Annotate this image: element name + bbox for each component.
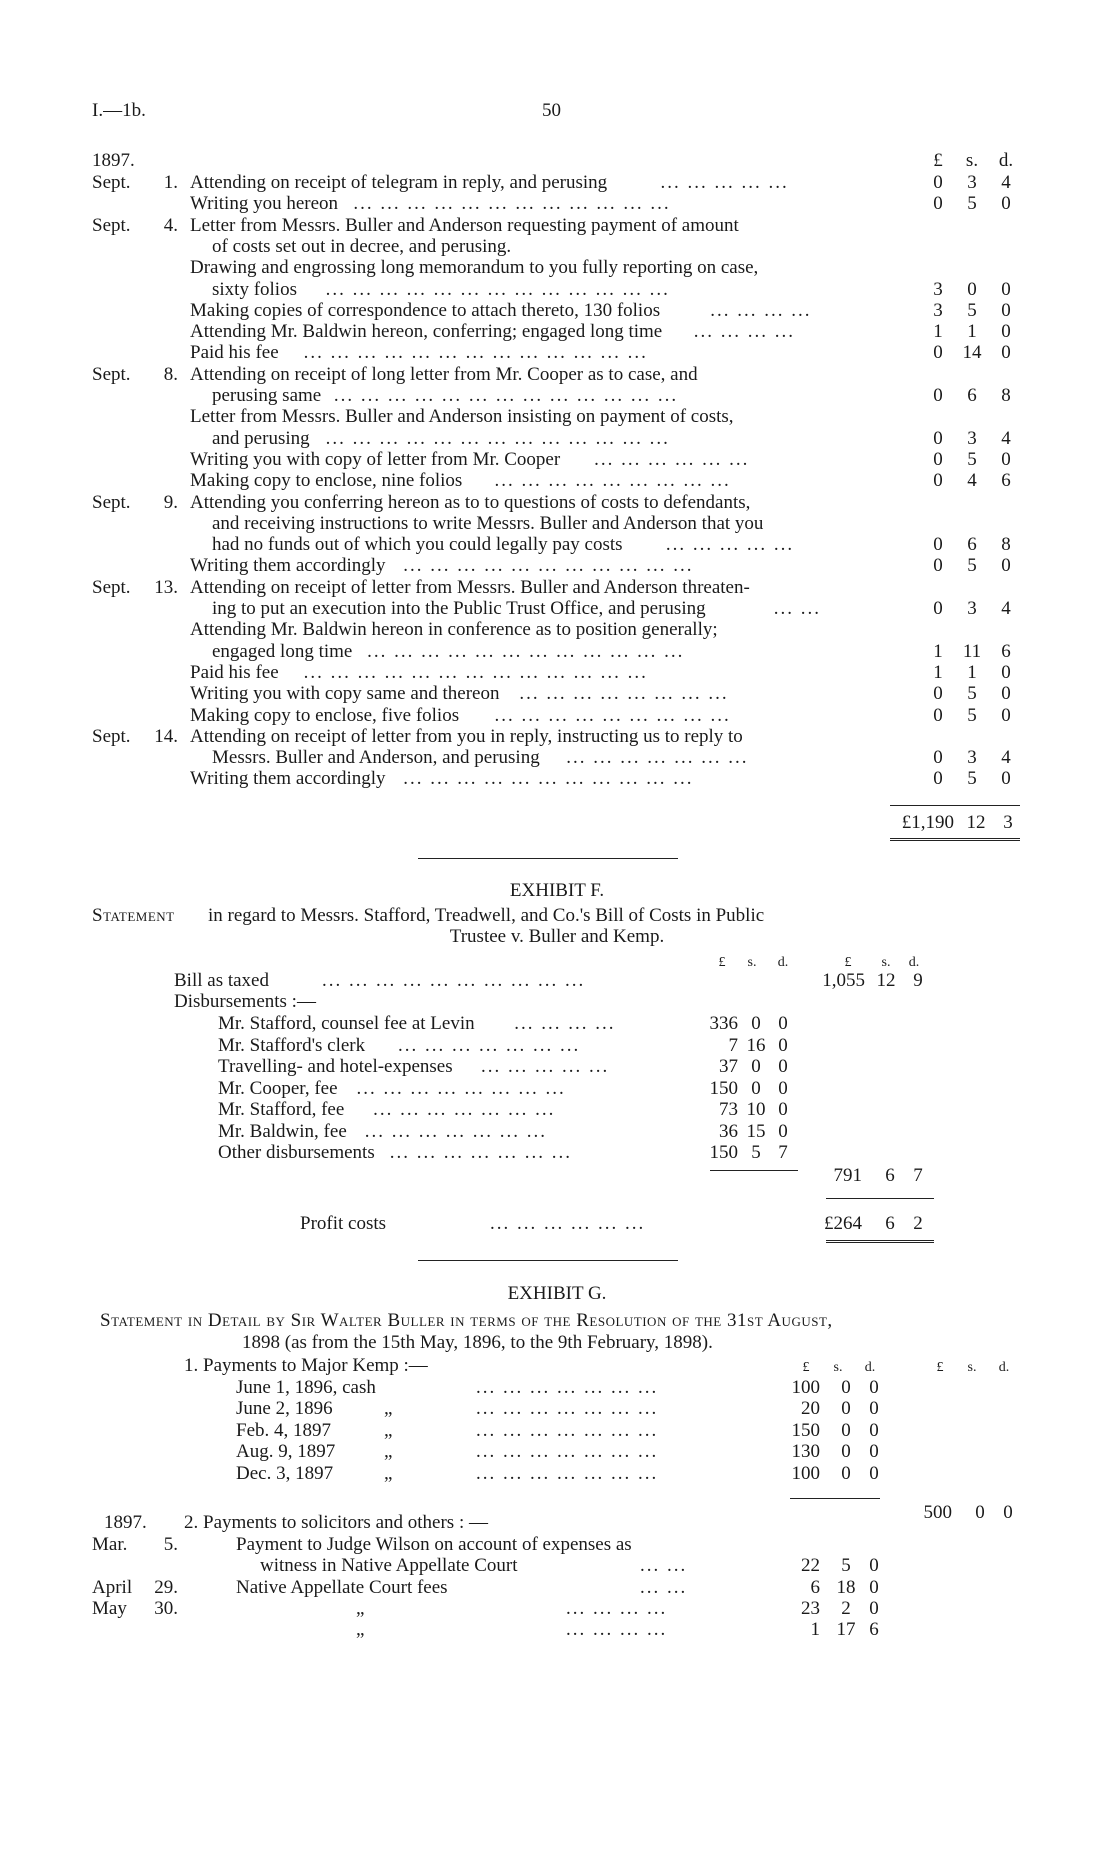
entry-amount: 4 xyxy=(967,470,977,492)
disbursement-pence: 0 xyxy=(778,1034,788,1056)
entry-amount: 0 xyxy=(933,683,943,705)
kemp-shillings: 0 xyxy=(841,1377,851,1398)
bill-taxed-pence: 9 xyxy=(913,970,923,991)
entry-amount: 1 xyxy=(933,321,943,343)
entry-text: Attending on receipt of letter from Messrs. Buller and Anderson threaten- xyxy=(190,576,750,598)
leader-dots: ... ... ... ... ... ... ... ... xyxy=(519,683,729,705)
leader-dots: ... ... ... ... ... ... ... ... ... ... xyxy=(322,970,586,991)
payment-day: 30. xyxy=(154,1597,178,1619)
payment-day: 5. xyxy=(163,1534,178,1555)
exhibit-f-col-header: d. xyxy=(777,955,789,970)
entry-amount: 0 xyxy=(1001,661,1011,683)
entry-date: Sept. xyxy=(92,576,131,598)
disbursement-pounds: 73 xyxy=(719,1099,738,1120)
entry-text: Attending on receipt of telegram in reply, and perusing xyxy=(190,172,608,193)
entry-amount: 5 xyxy=(967,555,977,577)
leader-dots: ... ... ... ... ... ... ... xyxy=(373,1099,556,1120)
ditto-mark: „ xyxy=(384,1462,393,1484)
profit-costs-label: Profit costs xyxy=(300,1213,387,1234)
bill-taxed-label: Bill as taxed xyxy=(174,970,269,991)
leader-dots: ... ... ... ... ... ... ... ... ... ... ... ... ... xyxy=(325,427,670,449)
entry-text: Drawing and engrossing long memorandum to you fully reporting on case, xyxy=(190,257,759,279)
entry-text: Attending Mr. Baldwin hereon, conferring; engaged long time xyxy=(190,321,663,343)
entry-amount: 3 xyxy=(967,172,977,193)
bill-total-shillings: 12 xyxy=(966,812,986,833)
bill-year: 1897. xyxy=(92,150,135,171)
entry-amount: 3 xyxy=(933,299,943,321)
entry-amount: 0 xyxy=(1001,342,1011,364)
payment-pounds: 23 xyxy=(801,1597,820,1619)
kemp-shillings: 0 xyxy=(841,1441,851,1463)
entry-text: of costs set out in decree, and perusing. xyxy=(212,235,512,257)
disbursement-pence: 0 xyxy=(778,1056,788,1077)
disbursement-label: Mr. Stafford, fee xyxy=(218,1099,345,1120)
kemp-total-pence: 0 xyxy=(1003,1502,1013,1523)
entry-amount: 0 xyxy=(933,448,943,470)
entry-text: and receiving instructions to write Messrs. Buller and Anderson that you xyxy=(212,512,764,534)
disbursement-sum-rule xyxy=(710,1170,798,1171)
entry-amount: 14 xyxy=(962,342,982,364)
kemp-pounds: 20 xyxy=(801,1398,820,1420)
entry-amount: 0 xyxy=(1001,299,1011,321)
col-pounds-header: £ xyxy=(933,150,943,171)
leader-dots: ... ... ... ... ... ... ... ... ... ... ... xyxy=(403,768,694,790)
leader-dots: ... ... xyxy=(640,1576,688,1598)
exhibit-f-col-header: d. xyxy=(908,955,920,970)
leader-dots: ... ... xyxy=(640,1555,688,1577)
payment-shillings: 2 xyxy=(841,1597,851,1619)
profit-pounds: £264 xyxy=(824,1213,862,1234)
entry-text: Making copies of correspondence to attach thereto, 130 folios xyxy=(190,299,661,321)
entry-amount: 5 xyxy=(967,683,977,705)
entry-amount: 6 xyxy=(1001,470,1011,492)
entry-text: engaged long time xyxy=(212,640,353,662)
section2-label: 2. Payments to solicitors and others : — xyxy=(184,1512,488,1533)
entry-amount: 4 xyxy=(1001,172,1011,193)
payment-pence: 0 xyxy=(869,1576,879,1598)
entry-amount: 5 xyxy=(967,704,977,726)
exhibit-g-col-header: £ xyxy=(936,1360,944,1375)
entry-text: Writing them accordingly xyxy=(190,768,386,790)
kemp-pounds: 100 xyxy=(791,1462,820,1484)
entry-amount: 3 xyxy=(967,598,977,619)
entry-amount: 0 xyxy=(1001,555,1011,577)
entry-text: sixty folios xyxy=(212,278,297,300)
entry-amount: 5 xyxy=(967,448,977,470)
leader-dots: ... ... ... ... ... ... ... xyxy=(364,1120,548,1142)
leader-dots: ... ... ... ... xyxy=(710,299,812,321)
leader-dots: ... ... ... ... ... ... ... ... xyxy=(356,1077,566,1099)
kemp-pence: 0 xyxy=(869,1419,879,1441)
exhibit-f-title: EXHIBIT F. xyxy=(509,880,605,901)
entry-amount: 0 xyxy=(1001,704,1011,726)
entry-text: Writing you with copy same and thereon xyxy=(190,683,500,705)
ditto-mark: „ xyxy=(384,1419,393,1441)
disbursement-shillings: 0 xyxy=(751,1013,761,1034)
page-number: 50 xyxy=(542,100,561,121)
kemp-payment-date: June 2, 1896 xyxy=(236,1398,333,1420)
entry-amount: 0 xyxy=(1001,448,1011,470)
exhibit-f-col-header: £ xyxy=(844,955,852,970)
col-shillings-header: s. xyxy=(965,150,979,171)
disbursement-pence: 7 xyxy=(778,1142,788,1163)
disbursement-label: Travelling- and hotel-expenses xyxy=(218,1056,453,1077)
exhibit-f-col-header: s. xyxy=(747,955,757,970)
disbursement-shillings: 0 xyxy=(751,1056,761,1077)
disbursement-shillings: 0 xyxy=(751,1077,761,1099)
payment-pence: 6 xyxy=(869,1619,879,1641)
leader-dots: ... ... ... ... ... ... ... ... ... ... ... ... ... xyxy=(303,661,648,683)
entry-text: Attending on receipt of letter from you in reply, instructing us to reply to xyxy=(190,725,743,747)
entry-amount: 0 xyxy=(1001,683,1011,705)
entry-amount: 6 xyxy=(967,534,977,556)
section-divider xyxy=(418,858,678,859)
exhibit-f-heading-line1: in regard to Messrs. Stafford, Treadwell, and Co.'s Bill of Costs in Public xyxy=(208,905,765,926)
entry-amount: 5 xyxy=(967,299,977,321)
profit-rule xyxy=(826,1198,934,1199)
leader-dots: ... ... ... ... ... ... ... ... ... ... ... ... ... xyxy=(325,278,670,300)
bill-total-pounds: £1,190 xyxy=(901,812,954,833)
leader-dots: ... ... ... ... ... ... ... xyxy=(476,1398,659,1420)
entry-amount: 0 xyxy=(1001,768,1011,790)
page-ref: I.—1b. xyxy=(92,100,146,121)
entry-amount: 6 xyxy=(967,385,977,406)
leader-dots: ... ... ... ... xyxy=(514,1013,616,1034)
disbursement-shillings: 5 xyxy=(751,1142,761,1163)
disbursement-pounds: 150 xyxy=(709,1077,738,1099)
entry-amount: 0 xyxy=(1001,278,1011,300)
disbursement-label: Mr. Baldwin, fee xyxy=(218,1120,347,1142)
section-divider xyxy=(418,1260,678,1261)
entry-amount: 4 xyxy=(1001,598,1011,619)
entry-text: Writing you with copy of letter from Mr. Cooper xyxy=(190,448,561,470)
entry-amount: 0 xyxy=(933,385,943,406)
entry-amount: 0 xyxy=(933,342,943,364)
bill-total-pence: 3 xyxy=(1003,812,1013,833)
entry-amount: 0 xyxy=(933,704,943,726)
bill-taxed-shillings: 12 xyxy=(876,970,896,991)
exhibit-g-col-header: d. xyxy=(864,1360,876,1375)
payment-pence: 0 xyxy=(869,1555,879,1577)
exhibit-f-heading-line2: Trustee v. Buller and Kemp. xyxy=(449,926,665,947)
exhibit-g-heading-line1: Statement in Detail by Sir Walter Buller in terms of the Resolution of the 31st August, xyxy=(100,1310,833,1331)
exhibit-g-title: EXHIBIT G. xyxy=(507,1283,607,1304)
kemp-pence: 0 xyxy=(869,1377,879,1398)
entry-amount: 0 xyxy=(933,193,943,215)
entry-amount: 6 xyxy=(1001,640,1011,662)
leader-dots: ... ... ... ... ... ... ... xyxy=(476,1441,659,1463)
leader-dots: ... ... ... ... ... xyxy=(481,1056,610,1077)
payment-text: witness in Native Appellate Court xyxy=(260,1555,518,1577)
entry-number: 8. xyxy=(163,363,178,385)
entry-amount: 3 xyxy=(933,278,943,300)
ditto-mark: „ xyxy=(356,1597,365,1619)
disbursement-label: Other disbursements xyxy=(218,1142,375,1163)
entry-amount: 5 xyxy=(967,768,977,790)
payment-shillings: 5 xyxy=(841,1555,851,1577)
entry-amount: 0 xyxy=(933,598,943,619)
entry-amount: 1 xyxy=(967,321,977,343)
entry-text: Attending you conferring hereon as to to questions of costs to defendants, xyxy=(190,491,751,513)
entry-text: ing to put an execution into the Public Trust Office, and perusing xyxy=(212,598,706,619)
entry-text: Writing them accordingly xyxy=(190,555,386,577)
exhibit-g-col-header: £ xyxy=(802,1360,810,1375)
payment-text: Native Appellate Court fees xyxy=(236,1576,448,1598)
entry-text: Attending on receipt of long letter from Mr. Cooper as to case, and xyxy=(190,363,698,385)
entry-text: Attending Mr. Baldwin hereon in conference as to position generally; xyxy=(190,619,718,641)
payment-pounds: 6 xyxy=(810,1576,820,1598)
payment-month: May xyxy=(92,1597,127,1619)
kemp-payment-date: June 1, 1896, cash xyxy=(236,1377,376,1398)
entry-amount: 8 xyxy=(1001,534,1011,556)
profit-double-rule xyxy=(826,1240,934,1243)
entry-amount: 4 xyxy=(1001,427,1011,449)
exhibit-g-heading-line2: 1898 (as from the 15th May, 1896, to the 9th February, 1898). xyxy=(242,1332,713,1353)
entry-text: Writing you hereon xyxy=(190,193,339,215)
disbursements-label: Disbursements :— xyxy=(174,991,316,1012)
entry-amount: 0 xyxy=(933,747,943,769)
leader-dots: ... ... ... ... ... ... ... ... ... ... ... ... ... xyxy=(333,385,679,406)
leader-dots: ... ... ... ... ... ... ... xyxy=(476,1377,659,1398)
disbursement-pence: 0 xyxy=(778,1013,788,1034)
entry-text: Making copy to enclose, nine folios xyxy=(190,470,463,492)
g-year: 1897. xyxy=(104,1512,147,1533)
entry-number: 1. xyxy=(163,172,178,193)
disbursement-shillings: 15 xyxy=(746,1120,766,1142)
entry-number: 13. xyxy=(154,576,178,598)
entry-amount: 1 xyxy=(933,640,943,662)
profit-shillings: 6 xyxy=(885,1213,895,1234)
ditto-mark: „ xyxy=(384,1441,393,1463)
profit-pence: 2 xyxy=(913,1213,923,1234)
entry-date: Sept. xyxy=(92,491,131,513)
leader-dots: ... ... ... ... ... ... xyxy=(490,1213,646,1234)
leader-dots: ... ... ... ... ... ... ... ... ... xyxy=(494,704,731,726)
entry-amount: 0 xyxy=(967,278,977,300)
exhibit-g-col-header: d. xyxy=(998,1360,1010,1375)
entry-date: Sept. xyxy=(92,214,131,236)
ditto-mark: „ xyxy=(356,1619,365,1641)
entry-amount: 0 xyxy=(933,470,943,492)
payment-month: Mar. xyxy=(92,1534,128,1555)
disb-total-shillings: 6 xyxy=(885,1165,895,1186)
leader-dots: ... ... ... ... xyxy=(693,321,795,343)
kemp-total-pounds: 500 xyxy=(923,1502,952,1523)
entry-date: Sept. xyxy=(92,725,131,747)
kemp-payment-date: Dec. 3, 1897 xyxy=(236,1462,334,1484)
kemp-pence: 0 xyxy=(869,1462,879,1484)
leader-dots: ... ... ... ... xyxy=(566,1597,668,1619)
kemp-sum-rule xyxy=(790,1498,880,1499)
kemp-shillings: 0 xyxy=(841,1462,851,1484)
kemp-pounds: 150 xyxy=(791,1419,820,1441)
disbursement-pounds: 7 xyxy=(728,1034,738,1056)
exhibit-g-col-header: s. xyxy=(967,1360,977,1375)
entry-amount: 0 xyxy=(933,534,943,556)
exhibit-g-col-header: s. xyxy=(833,1360,843,1375)
entry-amount: 1 xyxy=(967,661,977,683)
disbursement-pence: 0 xyxy=(778,1120,788,1142)
entry-text: Paid his fee xyxy=(190,661,279,683)
disbursement-pence: 0 xyxy=(778,1077,788,1099)
disbursement-shillings: 16 xyxy=(746,1034,766,1056)
bill-total-double-rule xyxy=(890,838,1020,841)
payment-pounds: 1 xyxy=(810,1619,820,1641)
leader-dots: ... ... ... ... ... ... ... ... ... ... ... ... xyxy=(367,640,685,662)
entry-amount: 0 xyxy=(933,555,943,577)
exhibit-f-heading-sc: Statement xyxy=(92,905,175,926)
leader-dots: ... ... ... ... ... xyxy=(665,534,795,556)
kemp-payment-date: Feb. 4, 1897 xyxy=(236,1419,331,1441)
entry-amount: 11 xyxy=(962,640,982,662)
entry-text: Letter from Messrs. Buller and Anderson insisting on payment of costs, xyxy=(190,406,734,428)
entry-amount: 5 xyxy=(967,193,977,215)
kemp-total-shillings: 0 xyxy=(975,1502,985,1523)
kemp-pence: 0 xyxy=(869,1398,879,1420)
leader-dots: ... ... ... ... ... ... ... ... ... ... ... ... ... xyxy=(303,342,648,364)
kemp-pounds: 100 xyxy=(791,1377,820,1398)
leader-dots: ... ... ... ... ... ... ... xyxy=(566,747,749,769)
entry-number: 9. xyxy=(163,491,178,513)
entry-text: Messrs. Buller and Anderson, and perusing xyxy=(212,747,540,769)
disbursement-label: Mr. Stafford, counsel fee at Levin xyxy=(218,1013,475,1034)
kemp-pounds: 130 xyxy=(791,1441,820,1463)
payment-shillings: 18 xyxy=(836,1576,856,1598)
payment-pounds: 22 xyxy=(801,1555,820,1577)
leader-dots: ... ... ... ... ... ... ... ... ... xyxy=(494,470,731,492)
entry-text: perusing same xyxy=(212,385,322,406)
disbursement-pence: 0 xyxy=(778,1099,788,1120)
bill-total-rule xyxy=(890,805,1020,806)
disbursement-pounds: 150 xyxy=(709,1142,738,1163)
entry-amount: 8 xyxy=(1001,385,1011,406)
disbursement-label: Mr. Cooper, fee xyxy=(218,1077,338,1099)
entry-text: had no funds out of which you could legally pay costs xyxy=(212,534,623,556)
leader-dots: ... ... ... ... ... xyxy=(660,172,789,193)
kemp-pence: 0 xyxy=(869,1441,879,1463)
leader-dots: ... ... ... ... ... ... xyxy=(594,448,750,470)
entry-text: Letter from Messrs. Buller and Anderson requesting payment of amount xyxy=(190,214,739,236)
entry-date: Sept. xyxy=(92,363,131,385)
entry-amount: 0 xyxy=(933,768,943,790)
payment-day: 29. xyxy=(154,1576,178,1598)
bill-taxed-pounds: 1,055 xyxy=(822,970,865,991)
leader-dots: ... ... ... ... ... ... ... xyxy=(398,1034,581,1056)
exhibit-f-col-header: s. xyxy=(881,955,891,970)
payment-text: Payment to Judge Wilson on account of expenses as xyxy=(236,1534,632,1555)
leader-dots: ... ... xyxy=(773,598,822,619)
leader-dots: ... ... ... ... ... ... ... xyxy=(389,1142,572,1163)
entry-amount: 0 xyxy=(1001,321,1011,343)
section1-label: 1. Payments to Major Kemp :— xyxy=(184,1355,428,1376)
leader-dots: ... ... ... ... ... ... ... ... ... ... ... ... xyxy=(353,193,671,215)
leader-dots: ... ... ... ... ... ... ... xyxy=(476,1419,659,1441)
col-pence-header: d. xyxy=(998,150,1014,171)
disbursement-shillings: 10 xyxy=(746,1099,766,1120)
disbursement-pounds: 36 xyxy=(719,1120,738,1142)
payment-month: April xyxy=(92,1576,133,1598)
entry-text: Paid his fee xyxy=(190,342,279,364)
leader-dots: ... ... ... ... ... ... ... ... ... ... ... xyxy=(403,555,694,577)
entry-amount: 1 xyxy=(933,661,943,683)
disbursement-pounds: 37 xyxy=(719,1056,738,1077)
kemp-shillings: 0 xyxy=(841,1419,851,1441)
payment-pence: 0 xyxy=(869,1597,879,1619)
disb-total-pence: 7 xyxy=(913,1165,923,1186)
entry-number: 14. xyxy=(154,725,178,747)
kemp-payment-date: Aug. 9, 1897 xyxy=(236,1441,336,1463)
entry-amount: 0 xyxy=(1001,193,1011,215)
disbursement-label: Mr. Stafford's clerk xyxy=(218,1034,366,1056)
leader-dots: ... ... ... ... ... ... ... xyxy=(476,1462,659,1484)
entry-amount: 4 xyxy=(1001,747,1011,769)
disb-total-pounds: 791 xyxy=(833,1165,862,1186)
leader-dots: ... ... ... ... xyxy=(566,1619,668,1641)
ditto-mark: „ xyxy=(384,1398,393,1420)
entry-amount: 3 xyxy=(967,747,977,769)
payment-shillings: 17 xyxy=(836,1619,856,1641)
entry-text: and perusing xyxy=(212,427,310,449)
entry-date: Sept. xyxy=(92,172,131,193)
entry-amount: 0 xyxy=(933,172,943,193)
kemp-shillings: 0 xyxy=(841,1398,851,1420)
entry-amount: 3 xyxy=(967,427,977,449)
entry-amount: 0 xyxy=(933,427,943,449)
entry-text: Making copy to enclose, five folios xyxy=(190,704,460,726)
disbursement-pounds: 336 xyxy=(709,1013,738,1034)
entry-number: 4. xyxy=(163,214,178,236)
exhibit-f-col-header: £ xyxy=(718,955,726,970)
